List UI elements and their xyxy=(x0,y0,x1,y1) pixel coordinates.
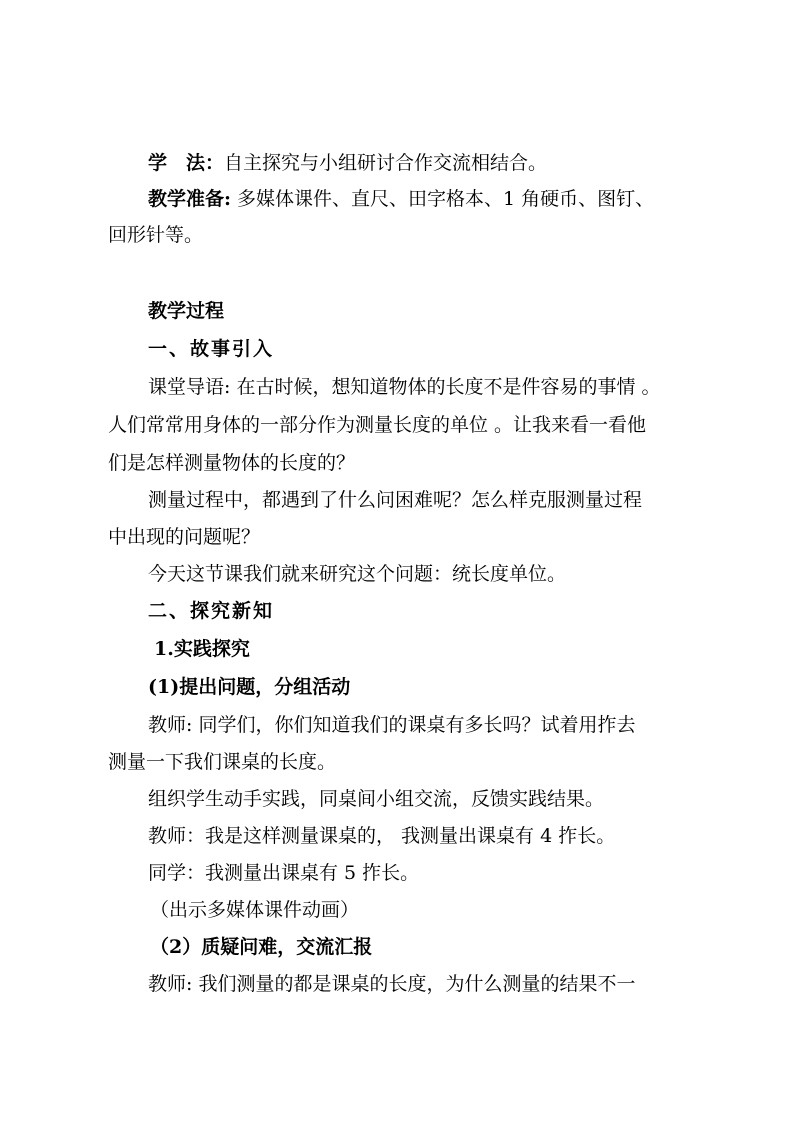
intro-line-3: 们是怎样测量物体的长度的？ xyxy=(108,452,356,474)
method-text: 自主探究与小组研讨合作交流相结合。 xyxy=(224,152,548,174)
show-line: （出示多媒体课件动画） xyxy=(150,899,360,921)
prep-label: 教学准备: xyxy=(148,188,232,210)
teacher-line-1b: 测量一下我们课桌的长度。 xyxy=(108,751,337,773)
subsection-1-2: （2）质疑问难，交流汇报 xyxy=(150,936,373,958)
method-label: 学 法： xyxy=(148,152,225,174)
teacher-line-3: 教师: 我们测量的都是课桌的长度，为什么测量的结果不一 xyxy=(148,973,636,995)
teacher-line-1a: 教师: 同学们，你们知道我们的课桌有多长吗？试着用拃去 xyxy=(148,714,636,736)
question-line-2: 中出现的问题呢？ xyxy=(108,526,261,548)
intro-line-1: 课堂导语: 在古时候，想知道物体的长度不是件容易的事情 。 xyxy=(148,376,661,398)
today-line: 今天这节课我们就来研究这个问题：统长度单位。 xyxy=(148,563,567,585)
prep-line-2: 回形针等。 xyxy=(108,224,204,246)
student-line: 同学：我测量出课桌有 5 拃长。 xyxy=(148,862,420,884)
intro-line-2: 人们常常用身体的一部分作为测量长度的单位 。让我来看一看他 xyxy=(108,414,647,436)
organize-line: 组织学生动手实践，同桌间小组交流，反馈实践结果。 xyxy=(148,788,605,810)
subsection-1: 1.实践探究 xyxy=(154,638,250,660)
process-heading: 教学过程 xyxy=(148,300,225,322)
prep-text-1: 多媒体课件、直尺、田字格本、1 角硬币、图钉、 xyxy=(231,188,655,210)
prep-line-1 xyxy=(148,186,748,212)
method-line xyxy=(148,150,748,176)
question-line-1: 测量过程中，都遇到了什么问困难呢？怎么样克服测量过程 xyxy=(148,489,643,511)
teacher-line-2: 教师：我是这样测量课桌的， 我测量出课桌有 4 拃长。 xyxy=(148,825,616,847)
section2-heading: 二、探究新知 xyxy=(148,600,275,622)
section1-heading: 一、故事引入 xyxy=(148,338,275,360)
subsection-1-1: (1)提出问题，分组活动 xyxy=(148,676,351,698)
